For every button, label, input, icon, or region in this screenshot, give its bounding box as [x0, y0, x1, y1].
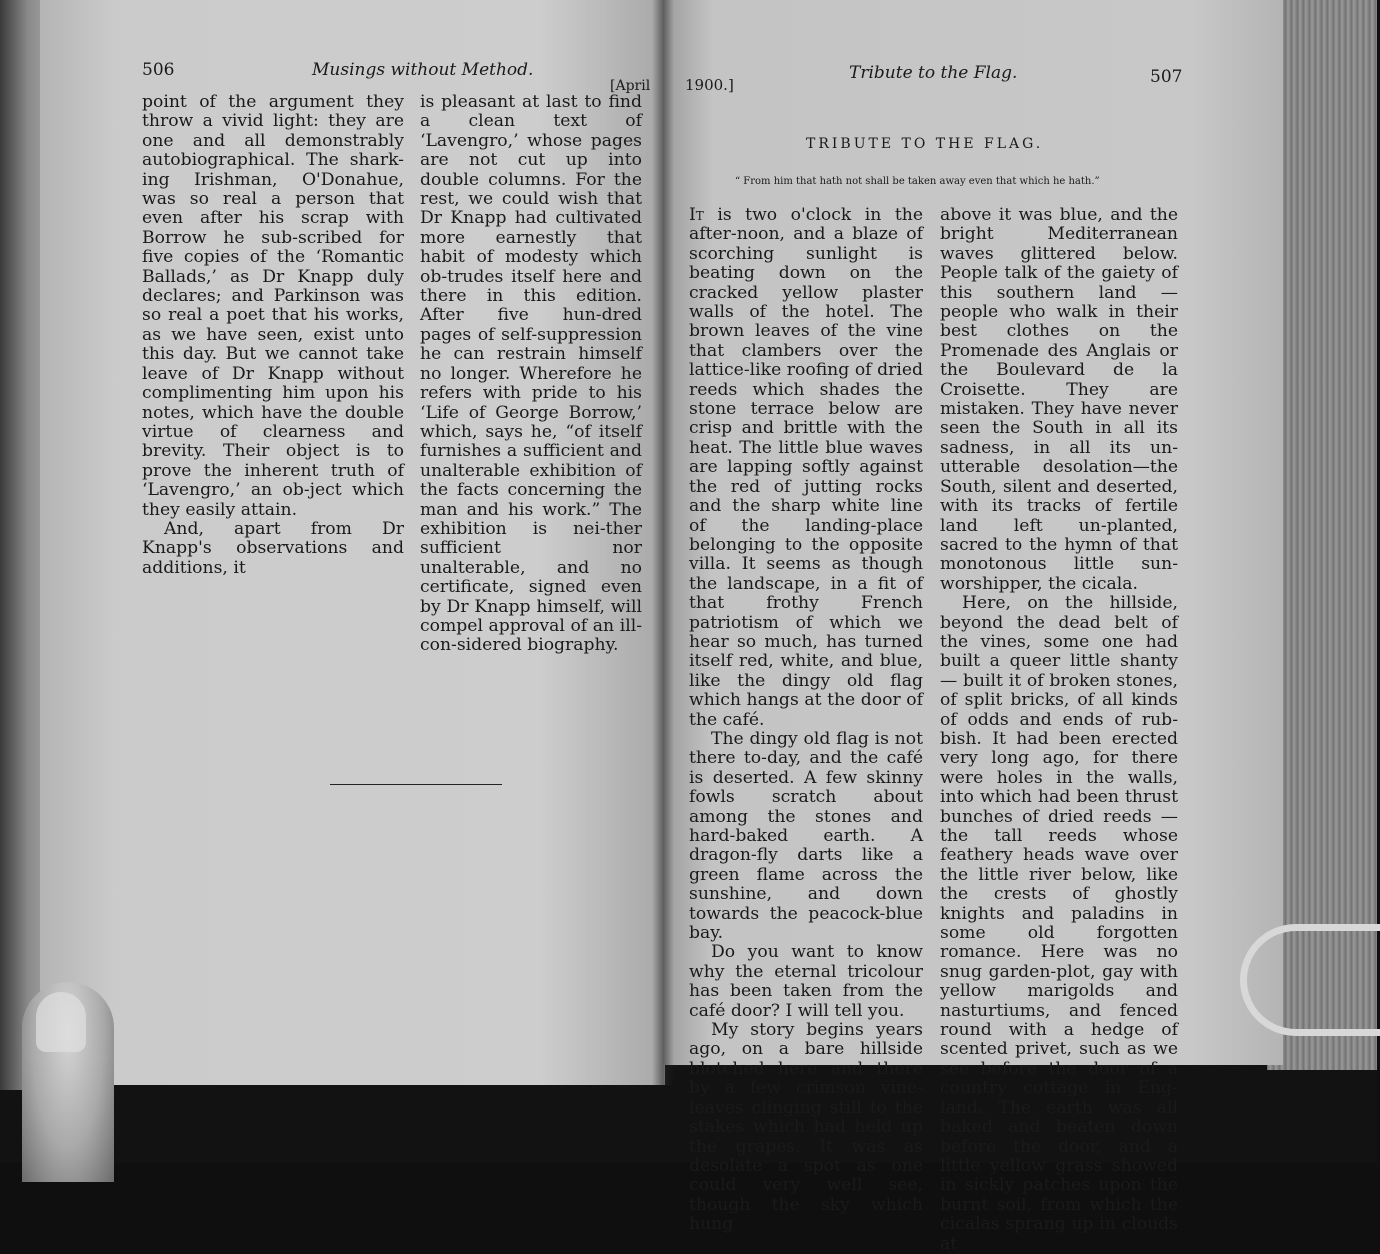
paragraph: Do you want to know why the eternal tricolour has been taken from the café door? I will tell you. — [689, 942, 923, 1021]
paragraph: The dingy old flag is not there to-day, and the café is deserted. A few skinny fowls scratch about among the stones and hard-baked earth. A dragon-fly darts like a green flame across the sunshine, and down towards the peacock-blue bay. — [689, 728, 923, 944]
left-column-2 — [420, 93, 642, 656]
right-page-number: 507 — [1150, 67, 1183, 87]
paragraph: Here, on the hillside, beyond the dead belt of the vines, some one had built a queer little shanty — built it of broken stones, of split bricks, of all kinds of odds and ends of rub-bish. It had been erected very long ago, for there were holes in the walls, into which had been thrust bunches of dried reeds — the tall reeds whose feathery heads wave over the little river below, like the crests of ghostly knights and paladins in some old forgotten romance. Here was no snug garden-plot, gay with yellow marigolds and nasturtiums, and fenced round with a hedge of scented privet, such as we see before the door of a country cottage in Eng-land. The earth was all baked and beaten down before the door, and a little yellow grass showed in sickly patches upon the burnt soil, from which the cicalas sprang up in clouds at — [940, 593, 1178, 1254]
left-running-title: Musings without Method. — [312, 60, 534, 80]
left-page — [40, 0, 665, 1085]
book-edge-right — [1267, 0, 1377, 1070]
left-page-number: 506 — [142, 60, 175, 80]
section-end-rule — [330, 784, 502, 785]
right-column-2 — [940, 206, 1178, 1254]
right-year-tag: 1900.] — [685, 76, 734, 94]
thumbnail — [36, 992, 86, 1052]
article-title: TRIBUTE TO THE FLAG. — [806, 136, 1044, 152]
drop-cap: It — [689, 205, 704, 225]
epigraph: “ From him that hath not shall be taken away even that which he hath.” — [735, 176, 1100, 187]
paragraph: And, apart from Dr Knapp's observations and additions, it — [142, 518, 404, 578]
paragraph: point of the argument they throw a vivid light: they are one and all demonstrably autobiographical. The shark-ing Irishman, O'Donahue, was so real a person that even after his scrap with Borrow he sub-scribed for five copies of the ‘Romantic Ballads,’ as Dr Knapp duly declares; and Parkinson was so real a poet that his works, as we have seen, exist unto this day. But we cannot take leave of Dr Knapp without complimenting him upon his notes, which have the double virtue of clearness and brevity. Their object is to prove the inherent truth of ‘Lavengro,’ an ob-ject which they easily attain. — [142, 92, 404, 520]
right-running-title: Tribute to the Flag. — [849, 63, 1018, 83]
paragraph: is pleasant at last to find a clean text of ‘Lavengro,’ whose pages are not cut up into double columns. For the rest, we could wish that Dr Knapp had cultivated more earnestly that habit of modesty which ob-trudes itself here and there in this edition. After five hun-dred pages of self-suppression he can restrain himself no longer. Wherefore he refers with pride to his ‘Life of George Borrow,’ which, says he, “of itself furnishes a sufficient and unalterable exhibition of the facts concerning the man and his work.” The exhibition is nei-ther sufficient nor unalterable, and no certificate, signed even by Dr Knapp himself, will compel approval of an ill-con-sidered biography. — [420, 92, 642, 656]
left-date-tag: [April — [610, 78, 651, 94]
page-clip — [1240, 924, 1380, 1036]
paragraph: My story begins years ago, on a bare hillside blotched here and there by a few crimson vine-leaves clinging still to the stakes which had held up the grapes. It was as desolate a spot as one could very well see, though the sky which hung — [689, 1020, 923, 1235]
right-page — [663, 0, 1283, 1254]
paragraph: above it was blue, and the bright Mediterranean waves glittered below. People talk of the gaiety of this southern land —people who walk in their best clothes on the Promenade des Anglais or the Boulevard de la Croisette. They are mistaken. They have never seen the South in all its sadness, in all its un-utterable desolation—the South, silent and deserted, with its tracks of fertile land left un-planted, sacred to the hymn of that monotonous little sun-worshipper, the cicala. — [940, 205, 1178, 594]
left-column-1 — [142, 93, 404, 578]
paragraph: It is two o'clock in the after-noon, and a blaze of scorching sunlight is beating down on the cracked yellow plaster walls of the hotel. The brown leaves of the vine that clambers over the lattice-like roofing of dried reeds which shades the stone terrace below are crisp and brittle with the heat. The little blue waves are lapping softly against the red of jutting rocks and the sharp white line of the landing-place belonging to the opposite villa. It seems as though the landscape, in a fit of that frothy French patriotism of which we hear so much, has turned itself red, white, and blue, like the dingy old flag which hangs at the door of the café. — [689, 205, 923, 730]
book-gutter — [652, 0, 674, 1085]
right-column-1 — [689, 206, 923, 1235]
